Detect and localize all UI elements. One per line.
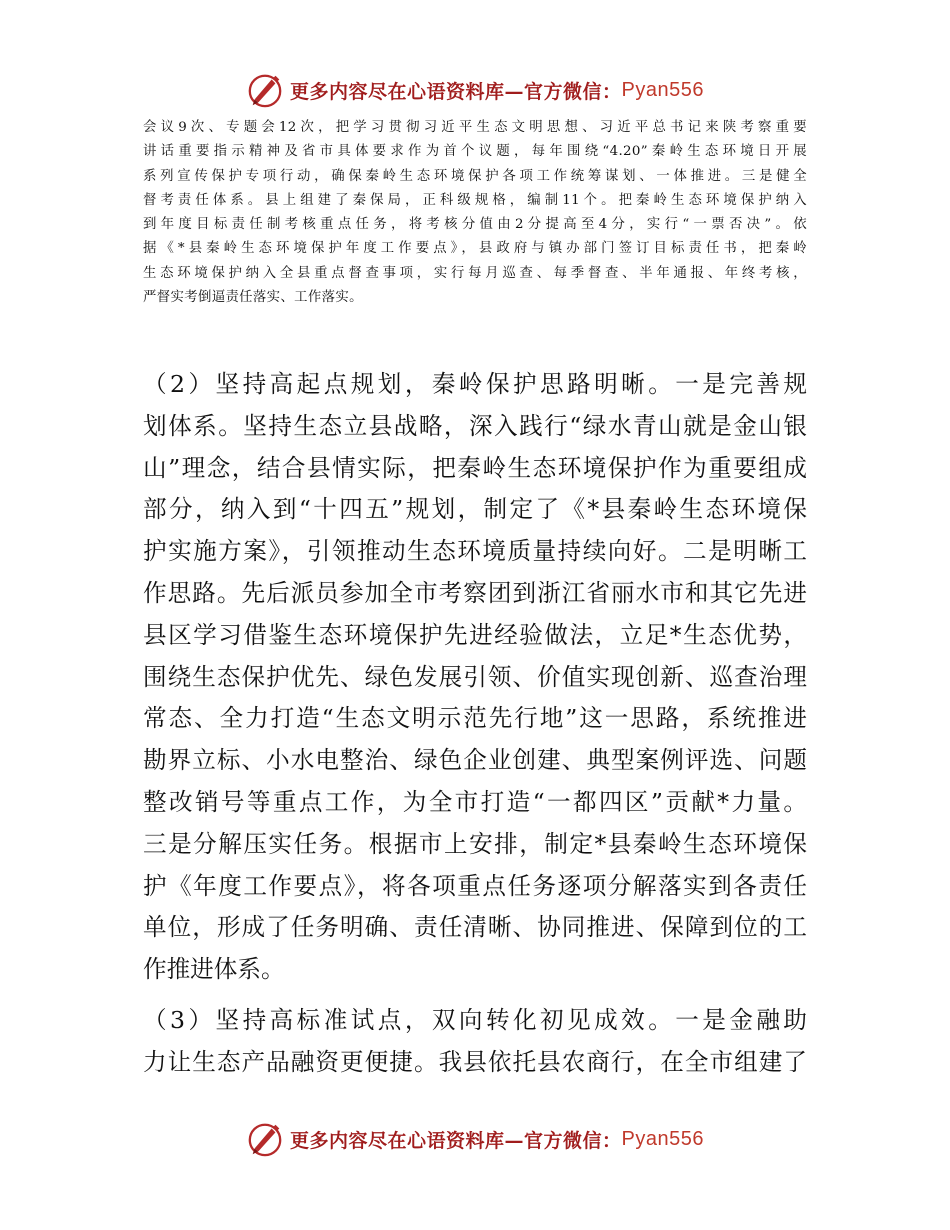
footer-banner-text: 更多内容尽在心语资料库—官方微信：: [290, 1129, 622, 1152]
text-line: 三是分解压实任务。根据市上安排，制定*县秦岭生态环境保: [143, 829, 807, 858]
text-line: 讲话重要指示精神及省市具体要求作为首个议题，每年围绕“4.20”秦岭生态环境日开展: [143, 144, 807, 160]
header-banner: [0, 68, 950, 112]
header-banner-text: 更多内容尽在心语资料库—官方微信：: [290, 80, 622, 103]
intro-paragraph: [143, 116, 807, 310]
text-line: 县区学习借鉴生态环境保护先进经验做法，立足*生态优势，: [143, 620, 807, 649]
text-line: 护实施方案》，引领推动生态环境质量持续向好。二是明晰工: [143, 537, 807, 566]
pen-logo-icon: [246, 1120, 284, 1158]
text-line: 单位，形成了任务明确、责任清晰、协同推进、保障到位的工: [143, 913, 807, 942]
text-line: 划体系。坚持生态立县战略，深入践行“绿水青山就是金山银: [143, 411, 807, 440]
text-line: 生态环境保护纳入全县重点督查事项，实行每月巡查、每季督查、半年通报、年终考核，: [143, 265, 807, 281]
header-banner-handle: Pyan556: [621, 78, 704, 101]
text-line: 整改销号等重点工作，为全市打造“一都四区”贡献*力量。: [143, 787, 807, 816]
pen-logo-icon: [246, 71, 284, 109]
text-line: 山”理念，结合县情实际，把秦岭生态环境保护作为重要组成: [143, 453, 807, 482]
text-line: 系列宣传保护专项行动，确保秦岭生态环境保护各项工作统筹谋划、一体推进。三是健全: [143, 168, 807, 184]
text-line: 据《*县秦岭生态环境保护年度工作要点》，县政府与镇办部门签订目标责任书，把秦岭: [143, 241, 807, 257]
text-line: 常态、全力打造“生态文明示范先行地”这一思路，系统推进: [143, 704, 807, 733]
text-line: 勘界立标、小水电整治、绿色企业创建、典型案例评选、问题: [143, 746, 807, 775]
text-line: 护《年度工作要点》，将各项重点任务逐项分解落实到各责任: [143, 871, 807, 900]
paragraph-section-3: [143, 1000, 807, 1084]
text-line: （2）坚持高起点规划，秦岭保护思路明晰。一是完善规: [143, 370, 807, 398]
text-line: 严督实考倒逼责任落实、工作落实。: [143, 290, 363, 306]
text-line: 力让生态产品融资更便捷。我县依托县农商行，在全市组建了: [143, 1047, 807, 1076]
text-line: 部分，纳入到“十四五”规划，制定了《*县秦岭生态环境保: [143, 495, 807, 524]
text-line: 到年度目标责任制考核重点任务，将考核分值由2分提高至4分，实行“一票否决”。依: [143, 217, 807, 233]
footer-banner: [0, 1117, 950, 1161]
text-line: 督考责任体系。县上组建了秦保局，正科级规格，编制11个。把秦岭生态环境保护纳入: [143, 192, 807, 208]
text-line: 作推进体系。: [143, 955, 285, 984]
paragraph-section-2: [143, 364, 807, 991]
text-line: 围绕生态保护优先、绿色发展引领、价值实现创新、巡查治理: [143, 662, 807, 691]
text-line: 作思路。先后派员参加全市考察团到浙江省丽水市和其它先进: [143, 578, 807, 607]
footer-banner-handle: Pyan556: [621, 1127, 704, 1150]
text-line: （3）坚持高标准试点，双向转化初见成效。一是金融助: [143, 1006, 807, 1034]
text-line: 会议9次、专题会12次，把学习贯彻习近平生态文明思想、习近平总书记来陕考察重要: [143, 120, 807, 135]
